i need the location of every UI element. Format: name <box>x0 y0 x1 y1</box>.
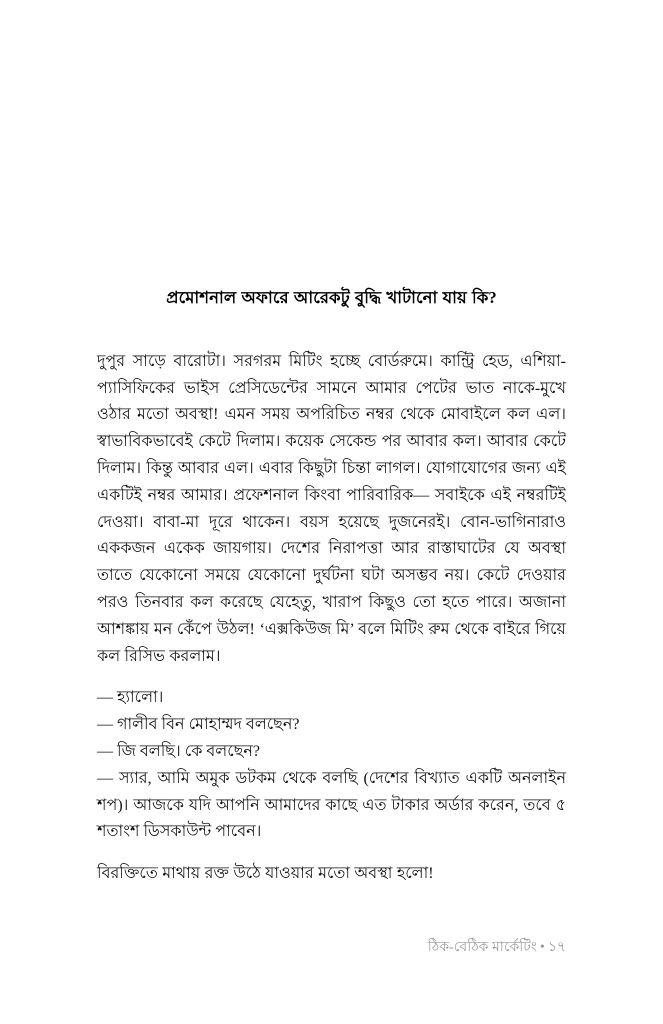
footer-book-title: ঠিক-বেঠিক মার্কেটিং <box>427 940 537 955</box>
closing-paragraph: বিরক্তিতে মাথায় রক্ত উঠে যাওয়ার মতো অবস্থা হলো! <box>97 865 434 883</box>
footer-separator: • <box>539 940 545 955</box>
dialogue-line: — স্যার, আমি অমুক ডটকম থেকে বলছি (দেশের বিখ্যাত একটি অনলাইন শপ)। আজকে যদি আপনি আমাদের কাছে এত টাকার অর্ডার করেন, তবে ৫ শতাংশ ডিসকাউন্ট পাবেন। <box>97 769 566 841</box>
page-footer <box>97 938 566 958</box>
body-paragraph: দুপুর সাড়ে বারোটা। সরগরম মিটিং হচ্ছে বোর্ডরুমে। কান্ট্রি হেড, এশিয়া-প্যাসিফিকের ভাইস প্রেসিডেন্টের সামনে আমার পেটের ভাত নাকে-মুখে ওঠার মতো অবস্থা! এমন সময় অপরিচিত নম্বর থেকে মোবাইলে কল এল। স্বাভাবিকভাবেই কেটে দিলাম। কয়েক সেকেন্ড পর আবার কল। আবার কেটে দিলাম। কিন্তু আবার এল। এবার কিছুটা চিন্তা লাগল। যোগাযোগের জন্য এই একটিই নম্বর আমার। প্রফেশনাল কিংবা পারিবারিক— সবাইকে এই নম্বরটিই দেওয়া। বাবা-মা দূরে থাকেন। বয়স হয়েছে দুজনেরই। বোন-ভাগিনারাও এককজন একেক জায়গায়। দেশের নিরাপত্তা আর রাস্তাঘাটের যে অবস্থা তাতে যেকোনো সময়ে যেকোনো দুর্ঘটনা ঘটা অসম্ভব নয়। কেটে দেওয়ার পরও তিনবার কল করেছে যেহেতু, খারাপ কিছুও তো হতে পারে। অজানা আশঙ্কায় মন কেঁপে উঠল! ‘এক্সকিউজ মি’ বলে মিটিং রুম থেকে বাইরে গিয়ে কল রিসিভ করলাম। <box>97 352 566 665</box>
dialogue-block <box>97 685 566 846</box>
dialogue-line: — হ্যালো। <box>97 689 164 707</box>
text-column <box>97 286 566 888</box>
page-title: প্রমোশনাল অফারে আরেকটু বুদ্ধি খাটানো যায় কি? <box>166 288 497 307</box>
page-number: ১৭ <box>547 940 566 955</box>
dialogue-line: — গালীব বিন মোহাম্মদ বলছেন? <box>97 716 300 734</box>
dialogue-line: — জি বলছি। কে বলছেন? <box>97 742 261 760</box>
